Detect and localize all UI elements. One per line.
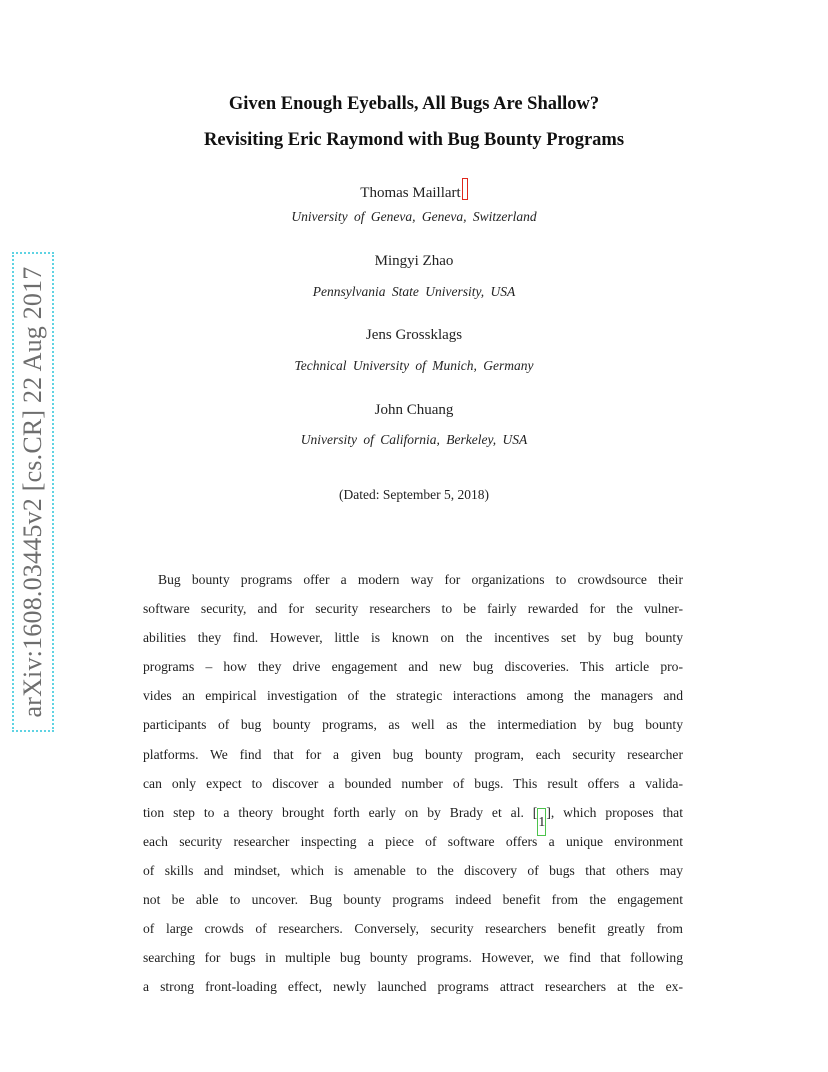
- affiliation-2: Pennsylvania State University, USA: [312, 284, 516, 299]
- author-2: Mingyi Zhao: [374, 253, 454, 269]
- author-3: Jens Grossklags: [365, 327, 463, 343]
- author-name: Thomas Maillart: [360, 185, 461, 201]
- abstract-line: Bug bounty programs offer a modern way for organizations to crowdsource their: [158, 572, 683, 587]
- abstract-line: a strong front-loading effect, newly launched programs attract researchers at the ex-: [143, 979, 683, 995]
- abstract-line: can only expect to discover a bounded number of bugs. This result offers a valida-: [143, 775, 683, 791]
- abstract-line: programs – how they drive engagement and new bug discoveries. This article pro-: [143, 659, 683, 675]
- abstract-line: not be able to uncover. Bug bounty programs indeed benefit from the engagement: [143, 892, 683, 908]
- arxiv-identifier: arXiv:1608.03445v2 [cs.CR] 22 Aug 2017: [18, 266, 47, 718]
- affiliation-1: University of Geneva, Geneva, Switzerland: [291, 209, 537, 224]
- citation-text-after: ], which proposes that: [546, 804, 683, 820]
- date-line: (Dated: September 5, 2018): [339, 487, 489, 502]
- abstract-line: abilities they find. However, little is known on the incentives set by bug bounty: [143, 630, 683, 646]
- author-4: John Chuang: [374, 402, 454, 418]
- abstract-line: platforms. We find that for a given bug bounty program, each security researcher: [143, 746, 683, 762]
- title-line-1: Given Enough Eyeballs, All Bugs Are Shallow?: [228, 94, 600, 114]
- abstract-line: software security, and for security researchers to be fairly rewarded for the vulner-: [143, 601, 683, 617]
- footnote-link[interactable]: [462, 178, 468, 200]
- abstract-line: vides an empirical investigation of the strategic interactions among the managers and: [143, 688, 683, 704]
- abstract-line: searching for bugs in multiple bug bounty programs. However, we find that following: [143, 950, 683, 966]
- citation-text-before: tion step to a theory brought forth early on by Brady et al. [: [143, 804, 538, 820]
- title-line-2: Revisiting Eric Raymond with Bug Bounty Programs: [203, 130, 625, 150]
- affiliation-4: University of California, Berkeley, USA: [300, 432, 528, 447]
- abstract-line: participants of bug bounty programs, as well as the intermediation by bug bounty: [143, 717, 683, 733]
- author-1: [0, 178, 828, 202]
- abstract-line-citation: [143, 803, 683, 832]
- abstract-line: each security researcher inspecting a piece of software offers a unique environment: [143, 833, 683, 849]
- abstract-line: of large crowds of researchers. Conversely, security researchers benefit greatly from: [143, 921, 683, 937]
- citation-link[interactable]: 1: [537, 808, 546, 836]
- abstract-line: of skills and mindset, which is amenable to the discovery of bugs that others may: [143, 862, 683, 878]
- affiliation-3: Technical University of Munich, Germany: [294, 358, 534, 373]
- abstract: [143, 570, 683, 1006]
